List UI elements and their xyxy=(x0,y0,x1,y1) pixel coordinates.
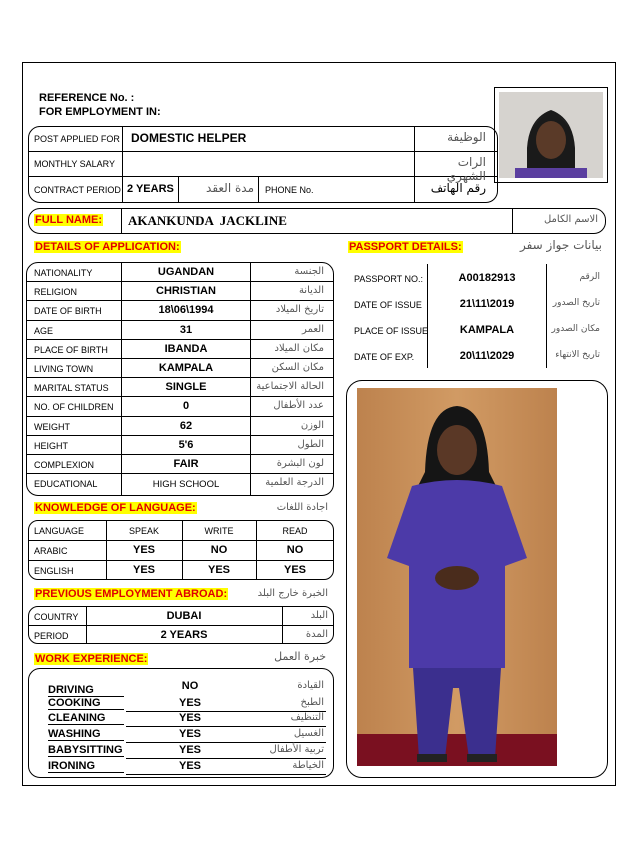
language-header-cell: SPEAK xyxy=(128,526,159,536)
row-divider xyxy=(26,300,334,301)
previous-employment-value: 2 YEARS xyxy=(160,629,208,641)
passport-row-arabic: تاريخ الصدور xyxy=(552,298,600,308)
work-experience-heading: WORK EXPERIENCE: xyxy=(35,653,148,665)
row-divider xyxy=(126,758,326,759)
work-experience-label: BABYSITTING xyxy=(48,744,123,756)
phone-number-arabic: رقم الهاتف xyxy=(430,181,486,195)
previous-employment-arabic: المدة xyxy=(305,629,328,640)
passport-row-arabic: تاريخ الانتهاء xyxy=(555,350,600,360)
post-applied-label: POST APPLIED FOR xyxy=(34,134,120,144)
full-name-value: AKANKUNDA JACKLINE xyxy=(128,213,287,228)
work-experience-arabic: التنظيف xyxy=(290,712,324,723)
work-experience-value: YES xyxy=(178,697,201,709)
work-experience-value: NO xyxy=(181,680,199,692)
language-header-cell: WRITE xyxy=(204,526,234,536)
application-row-value: FAIR xyxy=(173,458,199,470)
application-row-arabic: الحالة الاجتماعية xyxy=(256,381,324,393)
language-name-cell: ENGLISH xyxy=(34,566,74,576)
application-row-value: KAMPALA xyxy=(158,362,214,374)
contract-period-value: 2 YEARS xyxy=(127,183,174,195)
work-experience-label: COOKING xyxy=(48,697,124,710)
previous-employment-value: DUBAI xyxy=(166,610,202,622)
previous-employment-heading: PREVIOUS EMPLOYMENT ABROAD: xyxy=(35,588,228,600)
application-row-arabic: مكان السكن xyxy=(271,362,324,373)
knowledge-of-language-heading: KNOWLEDGE OF LANGUAGE: xyxy=(35,502,196,514)
work-experience-value: YES xyxy=(178,744,201,756)
for-employment-label: FOR EMPLOYMENT IN: xyxy=(39,106,161,118)
row-divider xyxy=(26,416,334,417)
passport-row-value: 20\11\2029 xyxy=(459,350,515,362)
work-experience-label: WASHING xyxy=(48,728,124,741)
work-experience-value: YES xyxy=(178,712,201,724)
application-row-label: NO. OF CHILDREN xyxy=(34,402,114,413)
application-row-label: RELIGION xyxy=(34,287,78,298)
application-row-label: AGE xyxy=(34,325,54,336)
row-divider xyxy=(26,473,334,474)
application-row-arabic: تاريخ الميلاد xyxy=(275,304,324,316)
passport-row-arabic: مكان الصدور xyxy=(551,324,600,334)
application-row-value: CHRISTIAN xyxy=(156,285,216,298)
row-divider xyxy=(26,358,334,359)
previous-employment-arabic: الخبرة خارج البلد xyxy=(257,588,328,599)
application-row-value: IBANDA xyxy=(164,342,208,355)
application-row-label: PLACE OF BIRTH xyxy=(34,344,108,355)
passport-row-label: DATE OF ISSUE xyxy=(354,300,422,310)
work-experience-value: YES xyxy=(178,760,201,772)
previous-employment-label: PERIOD xyxy=(34,631,69,641)
application-row-label: NATIONALITY xyxy=(34,268,93,278)
monthly-salary-label: MONTHLY SALARY xyxy=(34,159,116,169)
phone-number-label: PHONE No. xyxy=(265,185,314,195)
passport-row-arabic: الرقم xyxy=(579,272,600,282)
passport-row-label: PASSPORT NO.: xyxy=(354,274,424,284)
row-divider xyxy=(26,454,334,455)
contract-period-label: CONTRACT PERIOD xyxy=(34,185,121,195)
knowledge-of-language-arabic: اجادة اللغات xyxy=(276,502,328,513)
row-divider xyxy=(26,396,334,397)
row-divider xyxy=(26,320,334,321)
language-level-cell: YES xyxy=(207,564,230,576)
application-row-arabic: مكان الميلاد xyxy=(274,342,324,354)
application-row-arabic: الديانة xyxy=(298,285,324,297)
work-experience-label: IRONING xyxy=(48,760,124,773)
language-level-cell: YES xyxy=(132,544,155,556)
passport-row-label: DATE OF EXP. xyxy=(354,352,415,362)
application-row-label: LIVING TOWN xyxy=(34,364,94,374)
application-row-value: 31 xyxy=(179,323,193,336)
work-experience-label: DRIVING xyxy=(48,684,124,697)
row-divider xyxy=(26,339,334,340)
post-applied-value: DOMESTIC HELPER xyxy=(131,131,247,145)
full-name-label: FULL NAME: xyxy=(35,214,103,226)
language-header-cell: READ xyxy=(282,526,308,536)
application-row-label: WEIGHT xyxy=(34,421,70,432)
row-divider xyxy=(126,726,326,727)
language-header-cell: LANGUAGE xyxy=(34,526,85,536)
application-row-label: HEIGHT xyxy=(34,440,69,451)
previous-employment-arabic: البلد xyxy=(310,610,328,621)
work-experience-value: YES xyxy=(178,728,201,740)
application-row-arabic: الدرجة العلمية xyxy=(265,477,324,489)
portrait-photo xyxy=(494,87,608,183)
language-level-cell: YES xyxy=(283,564,306,576)
full-name-arabic: الاسم الكامل xyxy=(543,214,598,225)
application-row-label: COMPLEXION xyxy=(34,460,95,470)
work-experience-arabic: الغسيل xyxy=(293,728,324,739)
work-experience-arabic: الخياطة xyxy=(292,760,324,771)
row-divider xyxy=(26,281,334,282)
reference-number-label: REFERENCE No. : xyxy=(39,92,135,104)
row-divider xyxy=(26,377,334,378)
application-row-value: HIGH SCHOOL xyxy=(152,479,220,491)
application-row-label: EDUCATIONAL xyxy=(34,479,98,490)
application-row-value: SINGLE xyxy=(165,381,207,394)
application-row-arabic: العمر xyxy=(302,323,324,335)
application-row-arabic: عدد الأطفال xyxy=(273,400,324,412)
row-divider xyxy=(26,435,334,436)
previous-employment-label: COUNTRY xyxy=(34,612,79,622)
application-row-label: DATE OF BIRTH xyxy=(34,306,102,317)
language-level-cell: YES xyxy=(132,564,155,576)
passport-details-arabic: بيانات جواز سفر xyxy=(519,238,602,252)
application-row-label: MARITAL STATUS xyxy=(34,383,109,394)
application-row-arabic: الطول xyxy=(297,438,324,450)
row-divider xyxy=(126,742,326,743)
passport-row-value: 21\11\2019 xyxy=(459,298,515,310)
application-row-value: 0 xyxy=(182,400,190,413)
application-row-arabic: الجنسة xyxy=(294,266,324,277)
full-body-photo xyxy=(357,388,557,766)
row-divider xyxy=(126,774,326,775)
passport-details-heading: PASSPORT DETAILS: xyxy=(349,241,462,253)
application-row-arabic: الوزن xyxy=(300,419,324,431)
application-row-arabic: لون البشرة xyxy=(276,458,324,469)
work-experience-arabic: تربية الأطفال xyxy=(269,744,324,755)
passport-row-value: A00182913 xyxy=(458,272,516,284)
application-row-value: 18\06\1994 xyxy=(158,304,214,317)
work-experience-label: CLEANING xyxy=(48,712,124,725)
work-experience-arabic: الطبخ xyxy=(300,697,324,708)
language-name-cell: ARABIC xyxy=(34,546,68,556)
monthly-salary-arabic: الرات الشهري xyxy=(446,155,486,183)
post-applied-arabic: الوظيفة xyxy=(447,130,486,144)
passport-row-label: PLACE OF ISSUE xyxy=(354,326,429,336)
language-level-cell: NO xyxy=(286,544,304,556)
contract-period-arabic: مدة العقد xyxy=(206,181,254,195)
work-experience-arabic: القيادة xyxy=(297,680,324,691)
application-row-value: 5'6 xyxy=(178,438,194,451)
application-row-value: UGANDAN xyxy=(157,266,215,278)
details-of-application-heading: DETAILS OF APPLICATION: xyxy=(35,241,180,253)
language-level-cell: NO xyxy=(210,544,228,556)
passport-row-value: KAMPALA xyxy=(459,324,515,336)
work-experience-arabic: خبرة العمل xyxy=(274,650,326,663)
application-row-value: 62 xyxy=(179,419,193,432)
